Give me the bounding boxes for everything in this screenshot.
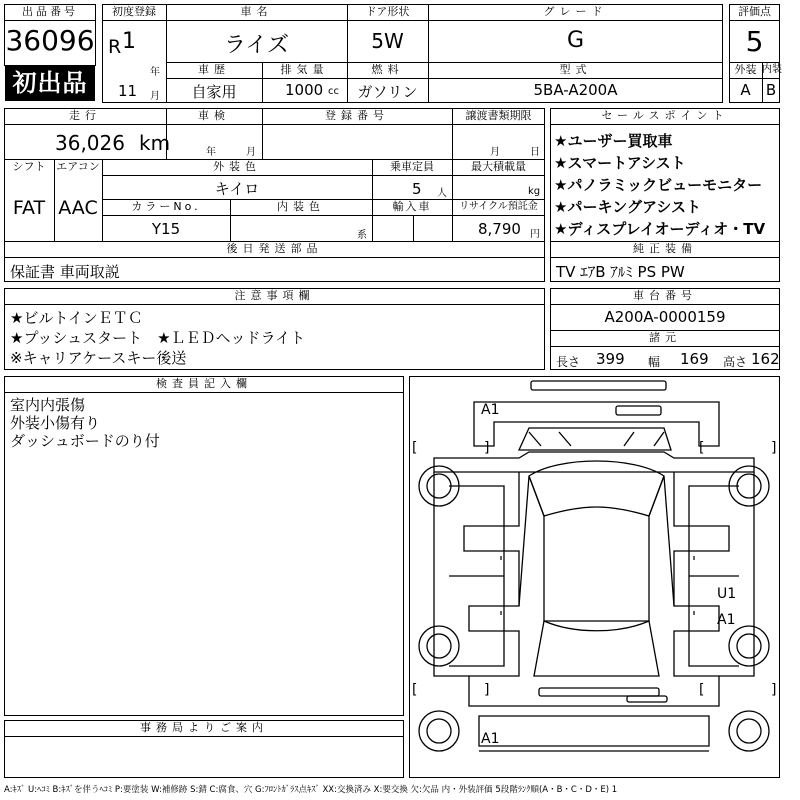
note-line: ★プッシュスタート ★ＬＥＤヘッドライト <box>10 329 306 347</box>
mileage: 36,026 <box>55 131 125 155</box>
bracket-open: [ <box>699 440 705 456</box>
displacement: 1000 <box>285 81 324 99</box>
mileage-label: 走行 <box>69 109 101 122</box>
plate-label: 登録番号 <box>325 109 389 122</box>
fuel-label: 燃料 <box>371 63 404 76</box>
recycle-label: リサイクル預託金 <box>459 201 538 212</box>
lot-number-label: 出品番号 <box>22 5 78 18</box>
door-label: ドア形状 <box>365 5 410 18</box>
notes-list <box>10 308 305 368</box>
sales-point-item: ★ユーザー買取車 <box>554 132 673 150</box>
bracket-close: ] <box>771 440 777 456</box>
int-grade: B <box>765 81 777 99</box>
width: 169 <box>680 350 709 368</box>
transfer-label: 譲渡書類期限 <box>465 109 532 122</box>
sales-points-list <box>554 130 765 240</box>
year-unit: 年 <box>150 67 160 78</box>
length: 399 <box>596 350 625 368</box>
fuel: ガソリン <box>357 83 418 101</box>
dims-label: 諸元 <box>649 331 681 344</box>
import-label: 輸入車 <box>392 200 432 213</box>
car-name-label: 車名 <box>240 5 273 18</box>
bracket-open: [ <box>699 682 705 698</box>
lot-number: 36096 <box>5 24 95 57</box>
bracket-close: ] <box>484 682 490 698</box>
color-no-label: カラーNo. <box>131 200 201 213</box>
inspection-label: 車検 <box>198 109 230 122</box>
car-name: ライズ <box>223 33 290 58</box>
bracket-close: ] <box>771 682 777 698</box>
equipment-label: 純正装備 <box>633 242 697 255</box>
first-listing-badge: 初出品 <box>5 65 95 101</box>
grade-label: グレード <box>543 5 608 18</box>
door: 5W <box>371 29 404 53</box>
shift: FAT <box>12 197 46 219</box>
sales-points-label: セールスポイント <box>601 109 729 122</box>
month-unit: 月 <box>150 91 160 102</box>
later-parts-label: 後日発送部品 <box>226 242 323 255</box>
ext-grade: A <box>740 81 751 99</box>
model: 5BA-A200A <box>533 81 618 99</box>
displacement-label: 排気量 <box>280 63 329 76</box>
bracket-open: [ <box>412 682 418 698</box>
interior-color-label: 内装色 <box>277 200 325 213</box>
score: 5 <box>745 25 764 58</box>
ac: AAC <box>58 197 98 219</box>
height-label: 高さ <box>723 355 748 369</box>
sales-point-item: ★パーキングアシスト <box>554 198 701 216</box>
damage-mark: A1 <box>481 731 500 747</box>
capacity: 5 <box>412 180 422 198</box>
damage-mark: A1 <box>481 402 500 418</box>
note-line: ※キャリアケースキー後送 <box>10 349 187 367</box>
inspector-line: 外装小傷有り <box>10 414 101 432</box>
car-damage-diagram <box>409 376 780 778</box>
later-parts: 保証書 車両取説 <box>10 263 120 281</box>
inspector-line: ダッシュボードのり付 <box>10 432 160 450</box>
first-reg-label: 初度登録 <box>112 5 156 18</box>
equipment: TV ｴｱB ｱﾙﾐ PS PW <box>556 263 685 281</box>
recycle-unit: 円 <box>530 229 540 240</box>
capacity-unit: 人 <box>437 188 447 199</box>
transfer-month-unit: 月 <box>490 147 500 158</box>
height: 162 <box>751 350 780 368</box>
int-grade-label: 内装 <box>762 64 782 75</box>
era: R <box>108 36 122 58</box>
inspection-year-unit: 年 <box>206 147 216 158</box>
legend: A:ｷｽﾞ U:ﾍｺﾐ B:ｷｽﾞを伴うﾍｺﾐ P:要塗装 W:補修跡 S:錆 C:腐食、穴 G:ﾌﾛﾝﾄｶﾞﾗｽ点ｷｽﾞ XX:交換済み X:要交換 欠:欠品 内・外装評価 5段階ﾗﾝｸ順(A・B・C・D・E) 1 <box>4 785 618 795</box>
mileage-unit: km <box>139 131 171 155</box>
inspector-line: 室内内張傷 <box>10 396 86 414</box>
damage-mark: U1 <box>717 586 737 602</box>
inspection-month-unit: 月 <box>246 147 256 158</box>
ac-label: エアコン <box>56 160 100 173</box>
length-label: 長さ <box>556 355 581 369</box>
shift-label: シフト <box>12 160 46 173</box>
exterior-color-label: 外装色 <box>213 160 261 173</box>
capacity-label: 乗車定員 <box>390 160 434 173</box>
chassis-label: 車台番号 <box>633 289 697 302</box>
sales-point-item: ★スマートアシスト <box>554 154 686 172</box>
inspector-notes <box>10 396 160 450</box>
max-load-unit: kg <box>528 186 541 197</box>
bracket-close: ] <box>484 440 490 456</box>
history-label: 車歴 <box>198 63 230 76</box>
note-line: ★ビルトインＥＴＣ <box>10 309 143 327</box>
damage-mark: A1 <box>717 612 736 628</box>
bracket-open: [ <box>412 440 418 456</box>
interior-color-unit: 系 <box>357 230 367 241</box>
sales-point-item: ★パノラミックビューモニター <box>554 176 763 194</box>
notes-label: 注意事項欄 <box>234 289 315 302</box>
max-load-label: 最大積載量 <box>471 160 526 173</box>
chassis-number: A200A-0000159 <box>604 308 726 326</box>
model-label: 型式 <box>559 63 592 76</box>
displacement-unit: cc <box>328 86 339 97</box>
grade: G <box>566 28 585 53</box>
score-label: 評価点 <box>738 5 771 18</box>
ext-grade-label: 外装 <box>734 63 757 76</box>
reg-year: 1 <box>122 29 136 54</box>
office-label: 事務局よりご案内 <box>140 721 268 734</box>
reg-month: 11 <box>118 82 138 100</box>
sales-point-item: ★ディスプレイオーディオ・TV <box>554 220 766 238</box>
color-no: Y15 <box>151 220 181 238</box>
width-label: 幅 <box>648 355 661 369</box>
history: 自家用 <box>191 83 237 101</box>
recycle-fee: 8,790 <box>478 220 521 238</box>
inspector-label: 検査員記入欄 <box>156 377 252 390</box>
transfer-day-unit: 日 <box>530 147 540 158</box>
exterior-color: キイロ <box>214 180 260 198</box>
